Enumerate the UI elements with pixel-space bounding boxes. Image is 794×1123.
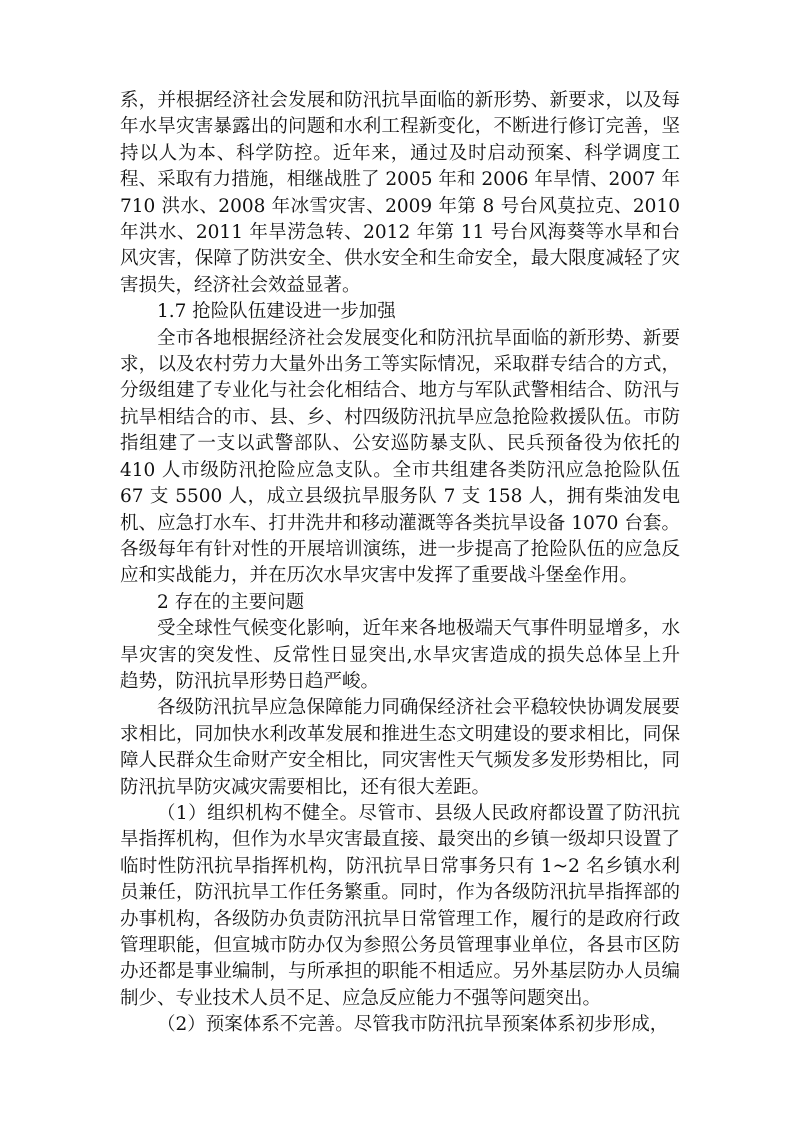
section-heading-2: 2 存在的主要问题 (157, 591, 305, 613)
body-paragraph-item-1: （1）组织机构不健全。尽管市、县级人民政府都设置了防汛抗旱指挥机构，但作为水旱灾害最直接、最突出的乡镇一级却只设置了临时性防汛抗旱指挥机构，防汛抗旱日常事务只有 1~2 名乡镇水利员兼任，防汛抗旱工作任务繁重。同时，作为各级防汛抗旱指挥部的办事机构，各级防办负责防汛抗旱日常管理工作，履行的是政府行政管理职能，但宣城市防办仅为参照公务员管理事业单位，各县市区防办还都是事业编制，与所承担的职能不相适应。另外基层防办人员编制少、专业技术人员不足、应急反应能力不强等问题突出。 (120, 802, 680, 1009)
body-paragraph-climate: 受全球性气候变化影响，近年来各地极端天气事件明显增多，水旱灾害的突发性、反常性日显突出,水旱灾害造成的损失总体呈上升趋势，防汛抗旱形势日趋严峻。 (120, 618, 680, 692)
body-paragraph-intro: 系，并根据经济社会发展和防汛抗旱面临的新形势、新要求，以及每年水旱灾害暴露出的问题和水利工程新变化，不断进行修订完善，坚持以人为本、科学防控。近年来，通过及时启动预案、科学调度工程、采取有力措施，相继战胜了 2005 年和 2006 年旱情、2007 年 710 洪水、2008 年冰雪灾害、2009 年第 8 号台风莫拉克、2010 年洪水、2011 年旱涝急转、2012 年第 11 号台风海葵等水旱和台风灾害，保障了防洪安全、供水安全和生命安全，最大限度减轻了灾害损失，经济社会效益显著。 (120, 90, 680, 296)
body-paragraph-item-2: （2）预案体系不完善。尽管我市防汛抗旱预案体系初步形成， (157, 1014, 669, 1036)
body-paragraph-capacity-gap: 各级防汛抗旱应急保障能力同确保经济社会平稳较快协调发展要求相比，同加快水利改革发展和推进生态文明建设的要求相比，同保障人民群众生命财产安全相比，同灾害性天气频发多发形势相比，同防汛抗旱防灾减灾需要相比，还有很大差距。 (120, 697, 680, 798)
document-page (120, 88, 680, 1039)
body-paragraph-rescue-teams: 全市各地根据经济社会发展变化和防汛抗旱面临的新形势、新要求，以及农村劳力大量外出务工等实际情况，采取群专结合的方式，分级组建了专业化与社会化相结合、地方与军队武警相结合、防汛与抗旱相结合的市、县、乡、村四级防汛抗旱应急抢险救援队伍。市防指组建了一支以武警部队、公安巡防暴支队、民兵预备役为依托的 410 人市级防汛抢险应急支队。全市共组建各类防汛应急抢险队伍 67 支 5500 人，成立县级抗旱服务队 7 支 158 人，拥有柴油发电机、应急打水车、打井洗井和移动灌溉等各类抗旱设备 1070 台套。各级每年有针对性的开展培训演练，进一步提高了抢险队伍的应急反应和实战能力，并在历次水旱灾害中发挥了重要战斗堡垒作用。 (120, 327, 680, 587)
section-heading-1-7: 1.7 抢险队伍建设进一步加强 (157, 301, 396, 323)
